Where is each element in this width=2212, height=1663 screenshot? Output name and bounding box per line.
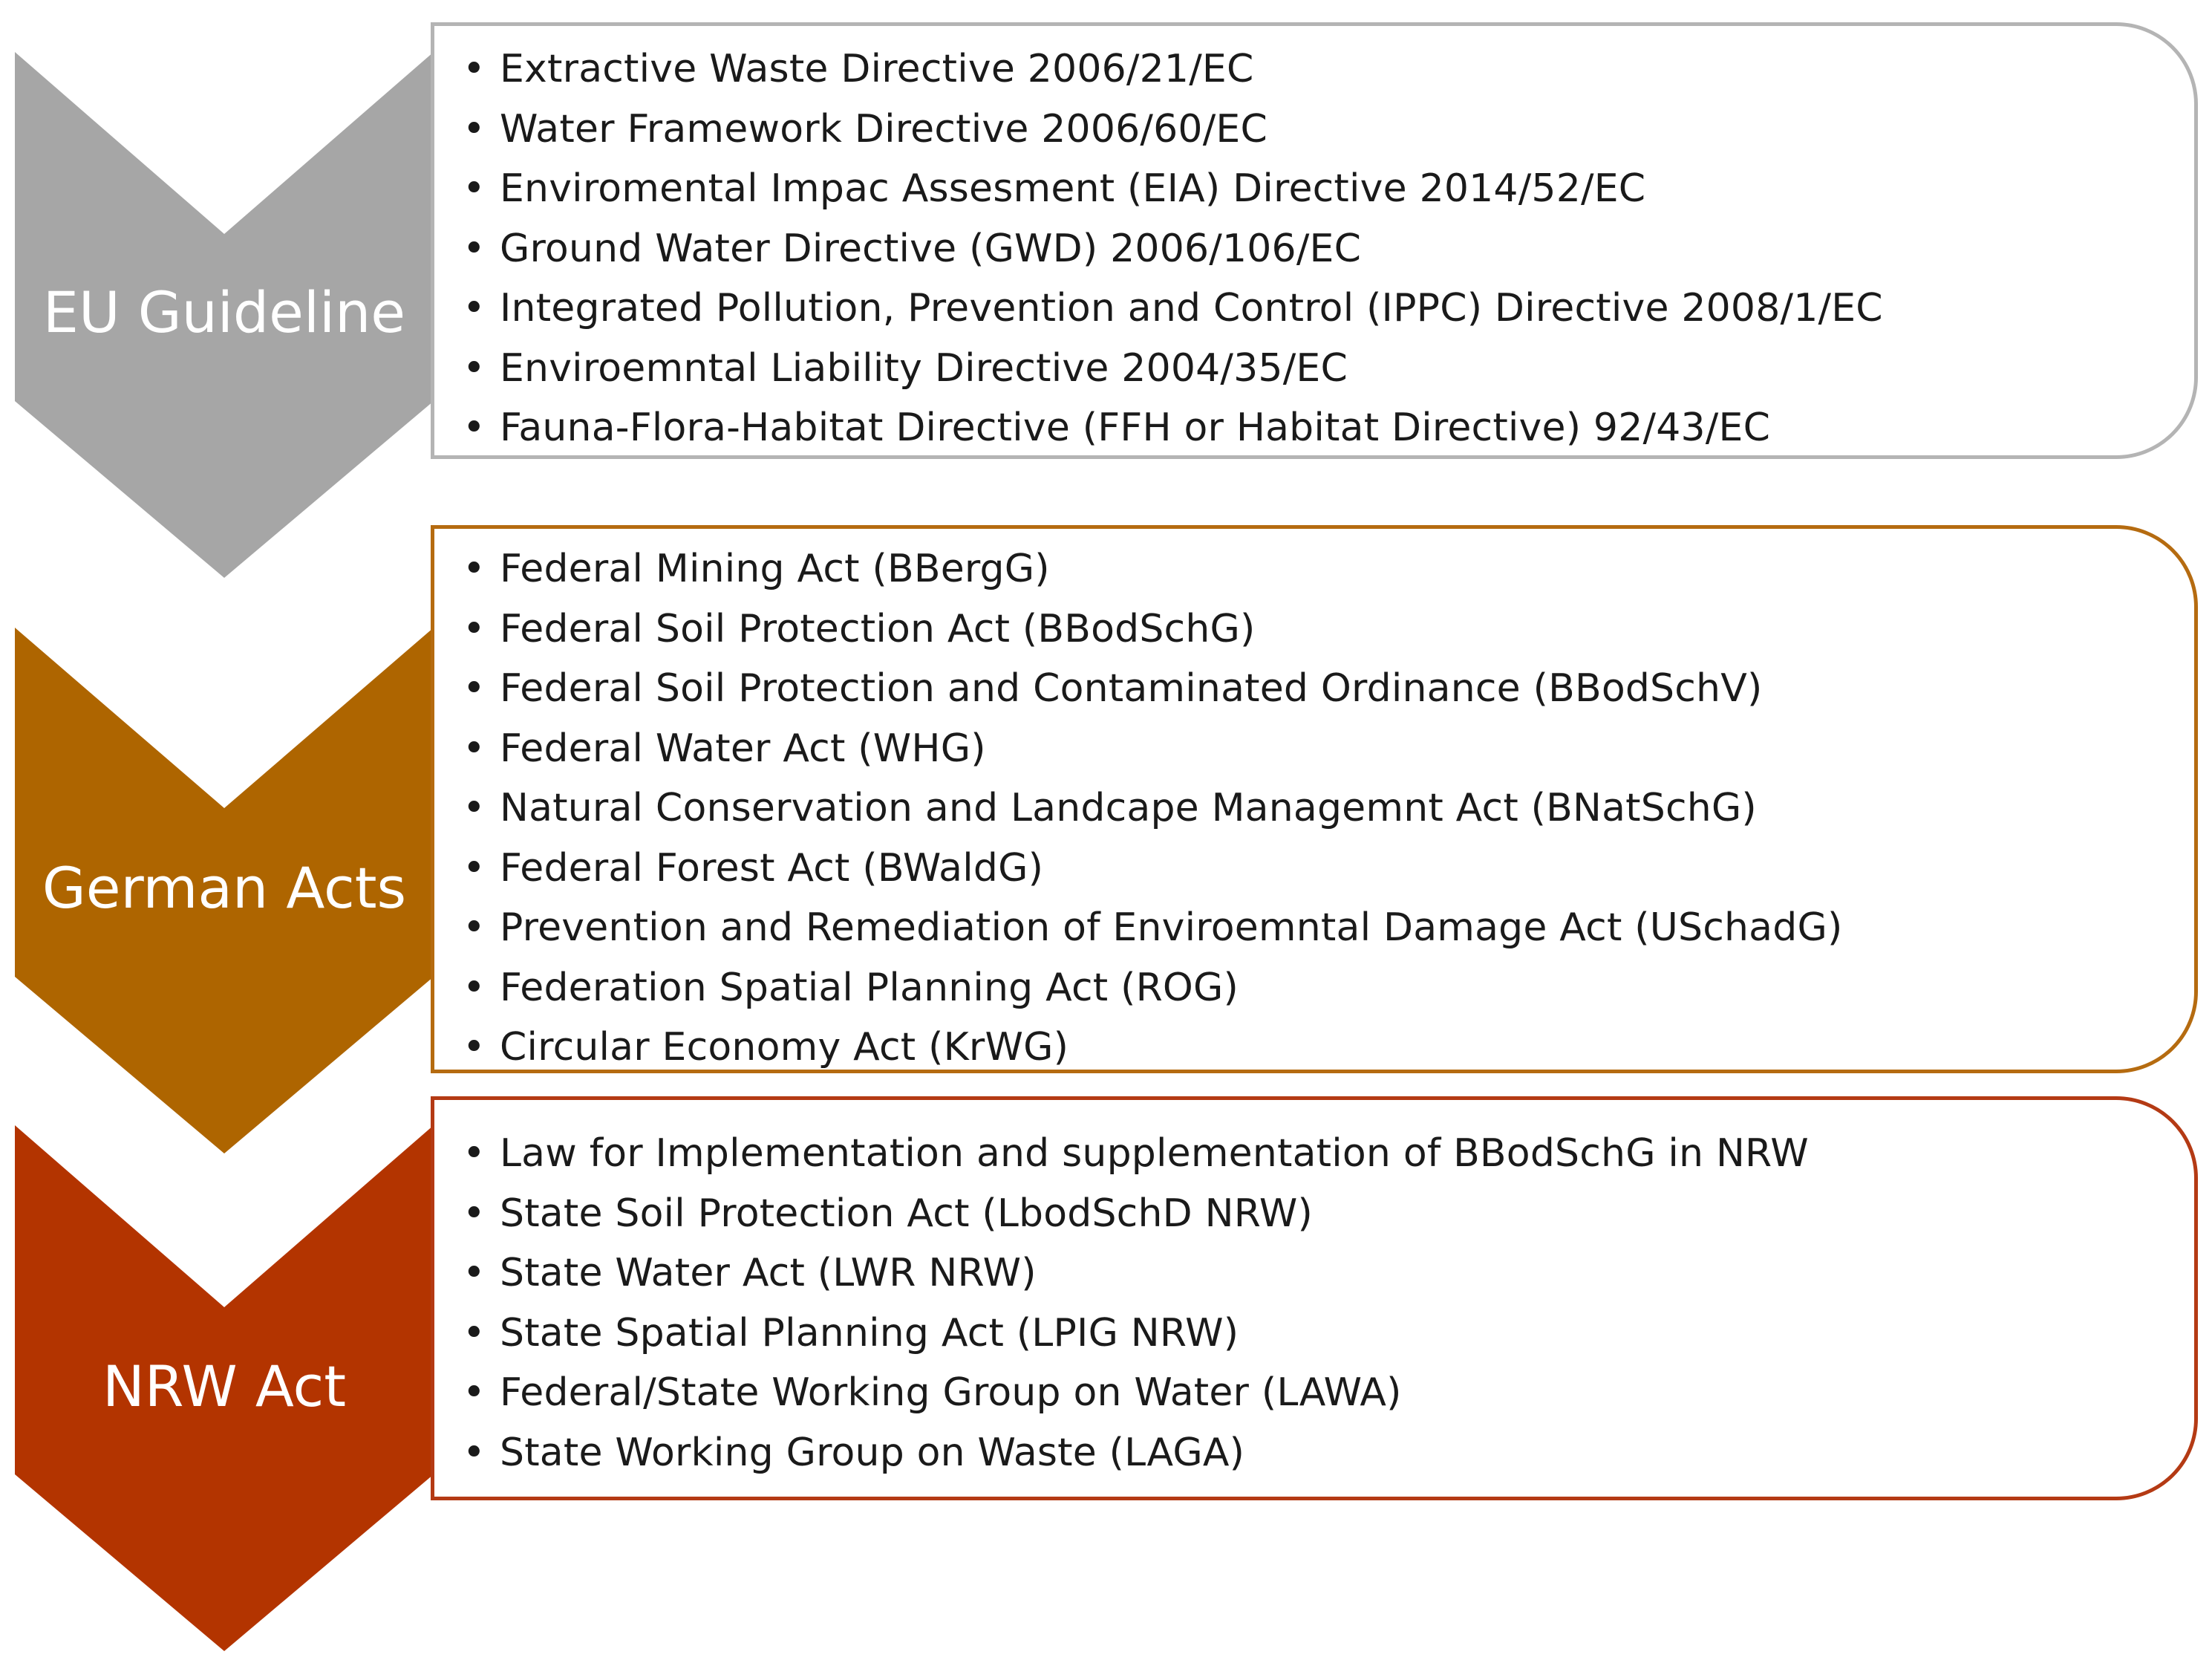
list-item xyxy=(463,778,2194,839)
list-item-text: Water Framework Directive 2006/60/EC xyxy=(500,106,1268,152)
list-item-text: Circular Economy Act (KrWG) xyxy=(500,1025,1069,1070)
list-item xyxy=(463,1124,2194,1184)
bullet-icon: • xyxy=(463,726,486,771)
nrw-act-label: NRW Act xyxy=(102,1353,347,1419)
list-item-text: Federal Mining Act (BBergG) xyxy=(500,547,1050,591)
eu-guideline-panel xyxy=(431,22,2198,459)
bullet-icon: • xyxy=(463,547,486,591)
list-item-text: Federal Soil Protection Act (BBodSchG) xyxy=(500,606,1256,651)
bullet-icon: • xyxy=(463,786,486,830)
bullet-icon: • xyxy=(463,1251,486,1295)
list-item xyxy=(463,219,2194,279)
german-acts-label: German Acts xyxy=(42,855,407,921)
bullet-icon: • xyxy=(463,1310,486,1356)
list-item-text: Enviromental Impac Assesment (EIA) Directive 2014/52/EC xyxy=(500,166,1646,211)
list-item-text: Integrated Pollution, Prevention and Control (IPPC) Directive 2008/1/EC xyxy=(500,286,1883,331)
list-item-text: Prevention and Remediation of Enviroemntal Damage Act (USchadG) xyxy=(500,905,1843,950)
list-item xyxy=(463,839,2194,899)
bullet-icon: • xyxy=(463,1191,486,1236)
list-item xyxy=(463,1184,2194,1244)
bullet-icon: • xyxy=(463,965,486,1010)
list-item xyxy=(463,1018,2194,1078)
bullet-icon: • xyxy=(463,286,486,331)
bullet-icon: • xyxy=(463,345,486,391)
list-item xyxy=(463,159,2194,219)
bullet-icon: • xyxy=(463,606,486,651)
bullet-icon: • xyxy=(463,166,486,211)
list-item-text: Federal/State Working Group on Water (LAWA) xyxy=(500,1370,1402,1415)
eu-guideline-list xyxy=(463,39,2194,458)
bullet-icon: • xyxy=(463,1131,486,1176)
list-item xyxy=(463,599,2194,660)
german-acts-list xyxy=(463,539,2194,1078)
list-item xyxy=(463,398,2194,458)
list-item xyxy=(463,898,2194,958)
list-item xyxy=(463,1304,2194,1364)
list-item-text: State Water Act (LWR NRW) xyxy=(500,1251,1037,1295)
list-item xyxy=(463,1423,2194,1483)
bullet-icon: • xyxy=(463,666,486,711)
german-acts-panel xyxy=(431,525,2198,1073)
bullet-icon: • xyxy=(463,226,486,271)
list-item-text: Extractive Waste Directive 2006/21/EC xyxy=(500,47,1254,91)
list-item-text: State Spatial Planning Act (LPIG NRW) xyxy=(500,1310,1239,1356)
list-item xyxy=(463,539,2194,599)
list-item-text: Federal Water Act (WHG) xyxy=(500,726,986,771)
list-item-text: Fauna-Flora-Habitat Directive (FFH or Habitat Directive) 92/43/EC xyxy=(500,406,1771,450)
list-item xyxy=(463,719,2194,779)
bullet-icon: • xyxy=(463,1370,486,1415)
eu-guideline-label: EU Guideline xyxy=(42,279,406,345)
list-item xyxy=(463,1243,2194,1304)
nrw-act-list xyxy=(463,1124,2194,1483)
nrw-act-panel xyxy=(431,1096,2198,1500)
bullet-icon: • xyxy=(463,845,486,891)
bullet-icon: • xyxy=(463,106,486,152)
list-item-text: State Working Group on Waste (LAGA) xyxy=(500,1430,1245,1475)
list-item-text: Federal Forest Act (BWaldG) xyxy=(500,845,1044,891)
list-item xyxy=(463,659,2194,719)
list-item-text: Federation Spatial Planning Act (ROG) xyxy=(500,965,1239,1010)
list-item xyxy=(463,958,2194,1018)
list-item-text: State Soil Protection Act (LbodSchD NRW) xyxy=(500,1191,1314,1236)
list-item xyxy=(463,279,2194,339)
list-item xyxy=(463,39,2194,100)
list-item xyxy=(463,100,2194,160)
bullet-icon: • xyxy=(463,905,486,950)
list-item-text: Enviroemntal Liability Directive 2004/35/EC xyxy=(500,345,1348,391)
list-item-text: Ground Water Directive (GWD) 2006/106/EC xyxy=(500,226,1362,271)
bullet-icon: • xyxy=(463,47,486,91)
list-item-text: Natural Conservation and Landcape Managemnt Act (BNatSchG) xyxy=(500,786,1757,830)
list-item xyxy=(463,339,2194,399)
bullet-icon: • xyxy=(463,406,486,450)
list-item xyxy=(463,1363,2194,1423)
bullet-icon: • xyxy=(463,1430,486,1475)
list-item-text: Law for Implementation and supplementation of BBodSchG in NRW xyxy=(500,1131,1809,1176)
bullet-icon: • xyxy=(463,1025,486,1070)
list-item-text: Federal Soil Protection and Contaminated Ordinance (BBodSchV) xyxy=(500,666,1763,711)
